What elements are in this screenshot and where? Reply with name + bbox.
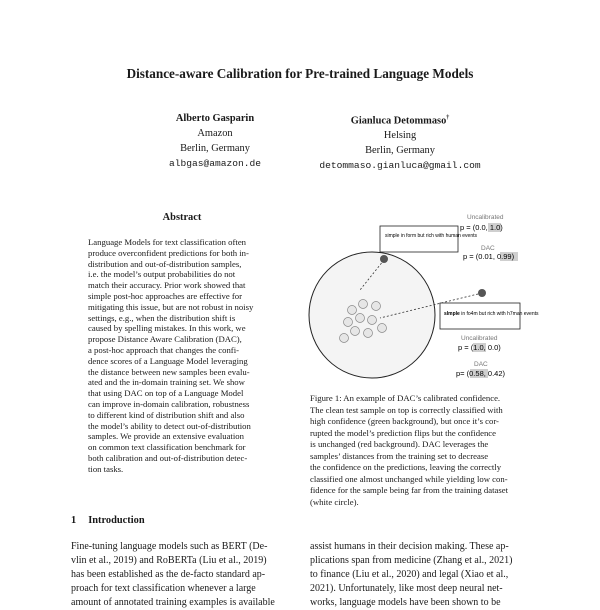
training-point [372, 302, 381, 311]
figure-1 [300, 200, 540, 385]
caption-line: The clean test sample on top is correctly classified with [310, 404, 503, 415]
section-heading [71, 515, 157, 526]
caption-line: rupted the model’s prediction flips but the confidence [310, 427, 497, 438]
abstract-line: propose Distance Aware Calibration (DAC), [88, 334, 242, 345]
abstract-line: that using DAC on top of a Language Model [88, 388, 244, 399]
intro-line: proach for text classification whenever a large [71, 583, 256, 594]
caption-line: classified one almost unchanged while yielding low con- [310, 473, 508, 484]
abstract-body [88, 237, 276, 475]
abstract-line: the model’s ability to detect out-of-distribution [88, 420, 251, 431]
intro-line: plications span from medicine (Zhang et al., 2021) [310, 555, 513, 566]
training-point [348, 306, 357, 315]
intro-line: to finance (Liu et al., 2020) and legal (Xiao et al., [310, 569, 509, 580]
caption-line: (white circle). [310, 496, 359, 507]
paper-title: Distance-aware Calibration for Pre-trained Language Models [126, 66, 474, 81]
dac-label-bottom: DAC [474, 361, 488, 368]
abstract-line: Language Models for text classification often [88, 237, 247, 247]
p-bottom-uncal: p = (1.0, 0.0) [458, 343, 501, 352]
sample-text-top: simple in form but rich with human events [385, 233, 477, 239]
p-top-uncal: p = (0.0, 1.0) [460, 223, 503, 232]
author-2-affiliation: Helsing [383, 130, 417, 142]
abstract-line: to different kind of distribution shift and also [88, 409, 245, 420]
section-number: 1 [71, 515, 77, 526]
training-point [344, 318, 353, 327]
intro-line: amount of annotated training examples is available [71, 597, 275, 608]
intro-line: assist humans in their decision making. These ap- [310, 541, 509, 552]
abstract-line: simple post-hoc approaches are effective for [88, 290, 242, 301]
abstract-line: produce overconfident predictions for both in- [88, 247, 249, 258]
training-point [364, 329, 373, 338]
training-set-circle [309, 252, 435, 378]
abstract-line: dence scores of a Language Model leveraging [88, 355, 248, 366]
training-point [378, 324, 387, 333]
abstract-line: caused by spelling mistakes. In this work, we [88, 323, 246, 334]
abstract-line: can improve in-domain calibration, robustness [88, 398, 250, 409]
training-point [340, 334, 349, 343]
sample-box-top [380, 226, 458, 252]
intro-line: works, language models have been shown to be [310, 597, 501, 608]
uncal-label-bottom: Uncalibrated [461, 335, 498, 342]
author-2-name: Gianluca Detommaso [350, 115, 447, 127]
author-2 [300, 111, 500, 173]
abstract-line: samples. We provide an extensive evaluation [88, 431, 244, 442]
intro-line: Fine-tuning language models such as BERT (De- [71, 541, 268, 552]
caption-line: the confidence on the predictions, leaving the correctly [310, 462, 502, 472]
uncal-label-top: Uncalibrated [467, 214, 504, 221]
abstract-line: settings, e.g., when the distribution shift is [88, 312, 236, 323]
abstract-line: i.e. the model’s output probabilities do not [88, 269, 236, 280]
test-sample-top [380, 255, 388, 263]
abstract-heading: Abstract [162, 212, 202, 223]
caption-line: samples’ distances from the training set to decrease [310, 450, 489, 461]
author-1-email: albgas@amazon.de [168, 158, 262, 169]
abstract-line: match their accuracy. Prior work showed that [88, 280, 246, 291]
author-1-affiliation: Amazon [197, 128, 233, 139]
p-top-dac: p = (0.01, 0.99) [463, 252, 515, 261]
training-point [359, 300, 368, 309]
caption-line: high confidence (green background), but once it’s cor- [310, 416, 499, 426]
caption-line: is unchanged (red background). DAC leverages the [310, 439, 489, 449]
abstract-line: on common text classification benchmark for [88, 442, 246, 453]
p-bottom-dac: p= (0.58, 0.42) [456, 369, 506, 378]
author-1-location: Berlin, Germany [180, 143, 250, 154]
abstract-line: distribution and out-of-distribution samples, [88, 258, 242, 269]
abstract-line: both calibration and out-of-distribution detec- [88, 452, 248, 463]
test-sample-bottom [478, 289, 486, 297]
caption-line: Figure 1: An example of DAC’s calibrated confidence. [310, 393, 501, 403]
abstract-line: ated and the in-domain training set. We show [88, 377, 245, 388]
training-point [356, 314, 365, 323]
abstract-line: the distance between new samples been evalu- [88, 366, 250, 377]
abstract-line: tion tasks. [88, 463, 124, 474]
section-title: Introduction [88, 515, 145, 526]
intro-line: vlin et al., 2019) and RoBERTa (Liu et al., 2019) [71, 555, 267, 566]
figure-caption [310, 393, 530, 508]
sample-text-bottom: sImple in fo4m but rich with h7man events [444, 311, 539, 317]
author-1 [115, 111, 315, 171]
author-2-location: Berlin, Germany [365, 145, 435, 157]
intro-line: 2021). Unfortunately, like most deep neural net- [310, 583, 503, 594]
abstract-line: a post-hoc approach that changes the confi- [88, 344, 240, 355]
abstract-line: mitigating this issue, but are not robust in noisy [88, 301, 254, 312]
training-point [368, 316, 377, 325]
dac-label-top: DAC [481, 245, 495, 252]
author-2-mark: † [446, 115, 450, 121]
caption-line: fidence for the sample being far from the training dataset [310, 485, 509, 495]
author-1-name: Alberto Gasparin [175, 113, 255, 124]
training-point [351, 327, 360, 336]
intro-line: has been established as the de-facto standard ap- [71, 569, 266, 580]
author-2-email: detommaso.gianluca@gmail.com [319, 160, 481, 172]
